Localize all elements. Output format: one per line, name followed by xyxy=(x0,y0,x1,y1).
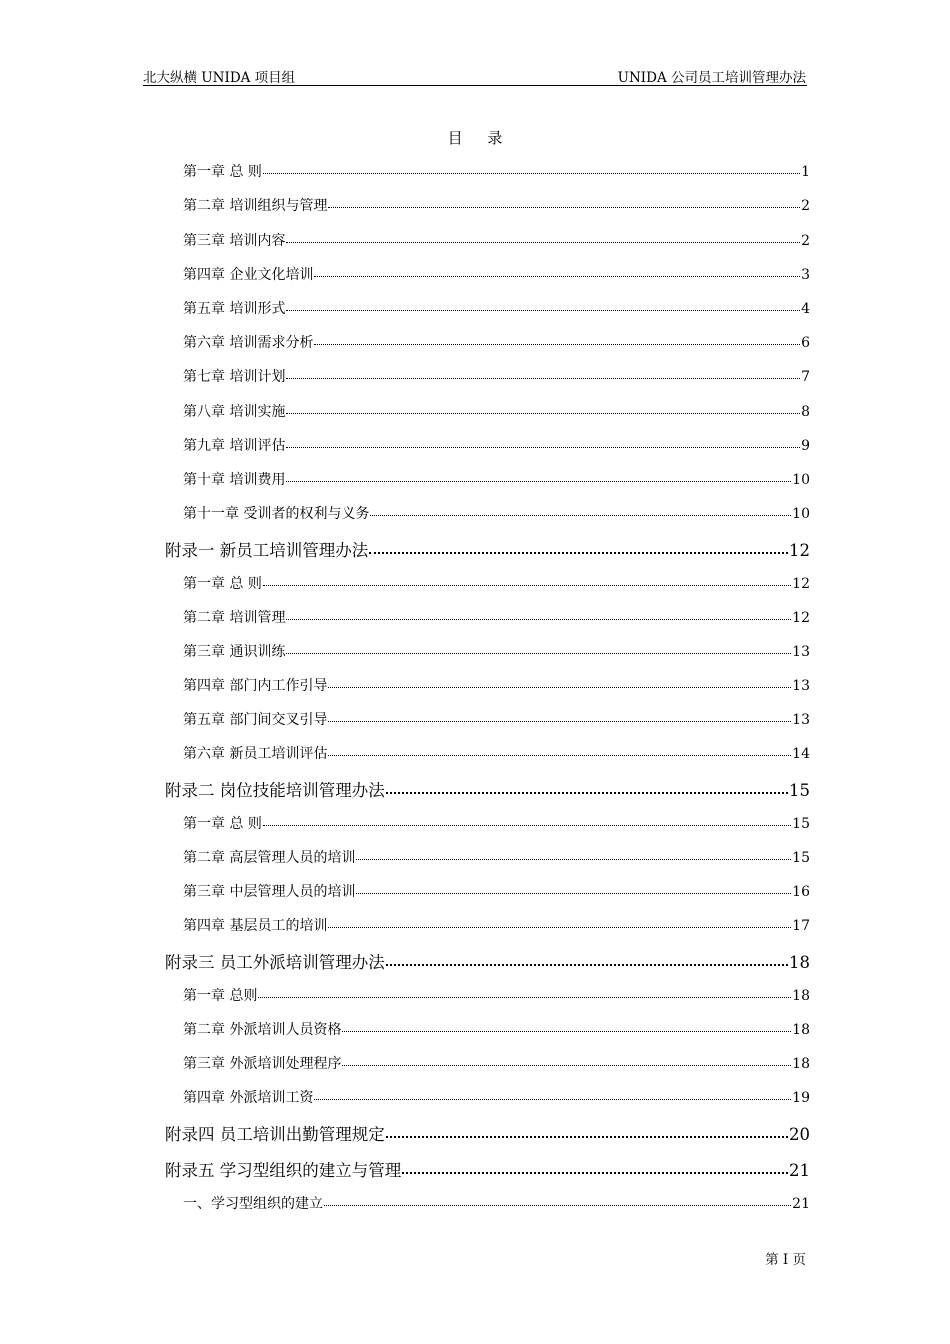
toc-entry-title: 第三章 培训内容 xyxy=(183,233,286,249)
toc-dot-leader xyxy=(263,825,791,826)
toc-entry-title: 附录五 学习型组织的建立与管理 xyxy=(165,1161,402,1180)
toc-entry-page-number: 18 xyxy=(792,988,810,1004)
toc-chapter-entry[interactable] xyxy=(183,813,810,833)
toc-entry-title: 第九章 培训评估 xyxy=(183,438,286,454)
toc-entry-page-number: 10 xyxy=(792,506,810,522)
toc-dot-leader xyxy=(258,997,791,998)
toc-entry-page-number: 15 xyxy=(792,850,810,866)
toc-chapter-entry[interactable] xyxy=(183,709,810,729)
header-right-text: UNIDA 公司员工培训管理办法 xyxy=(617,70,806,86)
toc-chapter-entry[interactable] xyxy=(183,503,810,523)
toc-dot-leader xyxy=(286,653,791,654)
toc-entry-title: 第八章 培训实施 xyxy=(183,404,286,420)
toc-entry-page-number: 4 xyxy=(801,301,810,317)
toc-entry-title: 第一章 总 则 xyxy=(183,164,262,180)
toc-entry-page-number: 19 xyxy=(792,1090,810,1106)
toc-entry-page-number: 18 xyxy=(792,1022,810,1038)
toc-entry-page-number: 2 xyxy=(801,233,810,249)
toc-entry-title: 第一章 总则 xyxy=(183,988,258,1004)
toc-dot-leader xyxy=(328,687,791,688)
toc-dot-leader xyxy=(386,964,788,966)
toc-appendix-entry[interactable] xyxy=(165,777,810,801)
toc-entry-page-number: 12 xyxy=(792,610,810,626)
toc-dot-leader xyxy=(286,619,791,620)
toc-chapter-entry[interactable] xyxy=(183,985,810,1005)
toc-dot-leader xyxy=(286,413,800,414)
toc-chapter-entry[interactable] xyxy=(183,1053,810,1073)
toc-dot-leader xyxy=(402,1172,788,1174)
toc-entry-page-number: 7 xyxy=(801,369,810,385)
toc-entry-title: 第一章 总 则 xyxy=(183,576,262,592)
toc-chapter-entry[interactable] xyxy=(183,1193,810,1213)
toc-dot-leader xyxy=(386,1136,788,1138)
toc-dot-leader xyxy=(386,792,788,794)
toc-chapter-entry[interactable] xyxy=(183,881,810,901)
toc-entry-page-number: 14 xyxy=(792,746,810,762)
toc-entry-page-number: 12 xyxy=(792,576,810,592)
toc-entry-title: 第四章 基层员工的培训 xyxy=(183,918,328,934)
toc-entry-page-number: 13 xyxy=(792,644,810,660)
toc-dot-leader xyxy=(324,1205,791,1206)
toc-dot-leader xyxy=(356,893,791,894)
toc-entry-page-number: 15 xyxy=(792,816,810,832)
toc-entry-title: 第三章 外派培训处理程序 xyxy=(183,1056,342,1072)
toc-entry-title: 附录二 岗位技能培训管理办法 xyxy=(165,781,385,800)
toc-entry-title: 第五章 培训形式 xyxy=(183,301,286,317)
toc-entry-page-number: 1 xyxy=(801,164,810,180)
toc-chapter-entry[interactable] xyxy=(183,743,810,763)
toc-chapter-entry[interactable] xyxy=(183,915,810,935)
toc-entry-page-number: 10 xyxy=(792,472,810,488)
toc-chapter-entry[interactable] xyxy=(183,469,810,489)
toc-title: 目 录 xyxy=(447,129,513,147)
toc-chapter-entry[interactable] xyxy=(183,1019,810,1039)
toc-dot-leader xyxy=(328,721,791,722)
toc-entry-title: 一、学习型组织的建立 xyxy=(183,1196,323,1212)
toc-entry-title: 第三章 通识训练 xyxy=(183,644,286,660)
toc-dot-leader xyxy=(356,859,791,860)
toc-entry-page-number: 13 xyxy=(792,678,810,694)
toc-appendix-entry[interactable] xyxy=(165,1157,810,1181)
toc-entry-title: 附录三 员工外派培训管理办法 xyxy=(165,953,385,972)
toc-chapter-entry[interactable] xyxy=(183,366,810,386)
toc-chapter-entry[interactable] xyxy=(183,641,810,661)
toc-entry-title: 第七章 培训计划 xyxy=(183,369,286,385)
toc-entry-page-number: 21 xyxy=(792,1196,810,1212)
page-number-footer: 第 I 页 xyxy=(765,1252,806,1268)
toc-entry-title: 第五章 部门间交叉引导 xyxy=(183,712,328,728)
toc-dot-leader xyxy=(286,310,800,311)
toc-chapter-entry[interactable] xyxy=(183,847,810,867)
toc-chapter-entry[interactable] xyxy=(183,607,810,627)
toc-chapter-entry[interactable] xyxy=(183,401,810,421)
toc-entry-page-number: 2 xyxy=(801,198,810,214)
toc-chapter-entry[interactable] xyxy=(183,675,810,695)
toc-entry-page-number: 21 xyxy=(789,1161,810,1180)
toc-entry-page-number: 17 xyxy=(792,918,810,934)
toc-entry-title: 第二章 培训管理 xyxy=(183,610,286,626)
toc-entry-title: 第一章 总 则 xyxy=(183,816,262,832)
toc-entry-page-number: 8 xyxy=(801,404,810,420)
toc-entry-title: 第二章 外派培训人员资格 xyxy=(183,1022,342,1038)
toc-entry-page-number: 9 xyxy=(801,438,810,454)
toc-entry-title: 第六章 新员工培训评估 xyxy=(183,746,328,762)
toc-dot-leader xyxy=(328,207,800,208)
toc-dot-leader xyxy=(370,515,791,516)
toc-chapter-entry[interactable] xyxy=(183,573,810,593)
toc-dot-leader xyxy=(263,173,800,174)
toc-chapter-entry[interactable] xyxy=(183,161,810,181)
toc-entry-page-number: 3 xyxy=(801,267,810,283)
toc-chapter-entry[interactable] xyxy=(183,298,810,318)
toc-dot-leader xyxy=(369,552,788,554)
toc-appendix-entry[interactable] xyxy=(165,1121,810,1145)
toc-entry-page-number: 18 xyxy=(792,1056,810,1072)
toc-entry-page-number: 13 xyxy=(792,712,810,728)
toc-entry-title: 第四章 部门内工作引导 xyxy=(183,678,328,694)
toc-dot-leader xyxy=(286,378,800,379)
header-divider xyxy=(143,85,807,86)
toc-entry-title: 第六章 培训需求分析 xyxy=(183,335,314,351)
toc-entry-page-number: 16 xyxy=(792,884,810,900)
header-left-text: 北大纵横 UNIDA 项目组 xyxy=(143,70,296,86)
toc-dot-leader xyxy=(328,927,791,928)
toc-entry-title: 第十章 培训费用 xyxy=(183,472,286,488)
toc-appendix-entry[interactable] xyxy=(165,949,810,973)
toc-dot-leader xyxy=(263,585,791,586)
toc-entry-title: 第二章 高层管理人员的培训 xyxy=(183,850,356,866)
toc-entry-title: 第二章 培训组织与管理 xyxy=(183,198,328,214)
toc-chapter-entry[interactable] xyxy=(183,435,810,455)
toc-entry-page-number: 12 xyxy=(789,541,810,560)
toc-chapter-entry[interactable] xyxy=(183,195,810,215)
toc-entry-title: 第十一章 受训者的权利与义务 xyxy=(183,506,370,522)
toc-dot-leader xyxy=(314,1099,791,1100)
toc-dot-leader xyxy=(314,344,800,345)
toc-entry-page-number: 18 xyxy=(789,953,810,972)
toc-chapter-entry[interactable] xyxy=(183,264,810,284)
toc-entry-title: 第三章 中层管理人员的培训 xyxy=(183,884,356,900)
toc-dot-leader xyxy=(342,1065,791,1066)
toc-entry-title: 附录四 员工培训出勤管理规定 xyxy=(165,1125,385,1144)
toc-entry-title: 第四章 企业文化培训 xyxy=(183,267,314,283)
toc-chapter-entry[interactable] xyxy=(183,1087,810,1107)
toc-dot-leader xyxy=(286,242,800,243)
toc-appendix-entry[interactable] xyxy=(165,537,810,561)
toc-entry-page-number: 20 xyxy=(789,1125,810,1144)
toc-dot-leader xyxy=(342,1031,791,1032)
toc-entry-page-number: 6 xyxy=(801,335,810,351)
toc-entry-title: 第四章 外派培训工资 xyxy=(183,1090,314,1106)
toc-dot-leader xyxy=(286,481,791,482)
toc-chapter-entry[interactable] xyxy=(183,332,810,352)
toc-entry-page-number: 15 xyxy=(789,781,810,800)
toc-dot-leader xyxy=(286,447,800,448)
toc-entry-title: 附录一 新员工培训管理办法 xyxy=(165,541,369,560)
toc-dot-leader xyxy=(328,755,791,756)
toc-dot-leader xyxy=(314,276,800,277)
toc-chapter-entry[interactable] xyxy=(183,230,810,250)
